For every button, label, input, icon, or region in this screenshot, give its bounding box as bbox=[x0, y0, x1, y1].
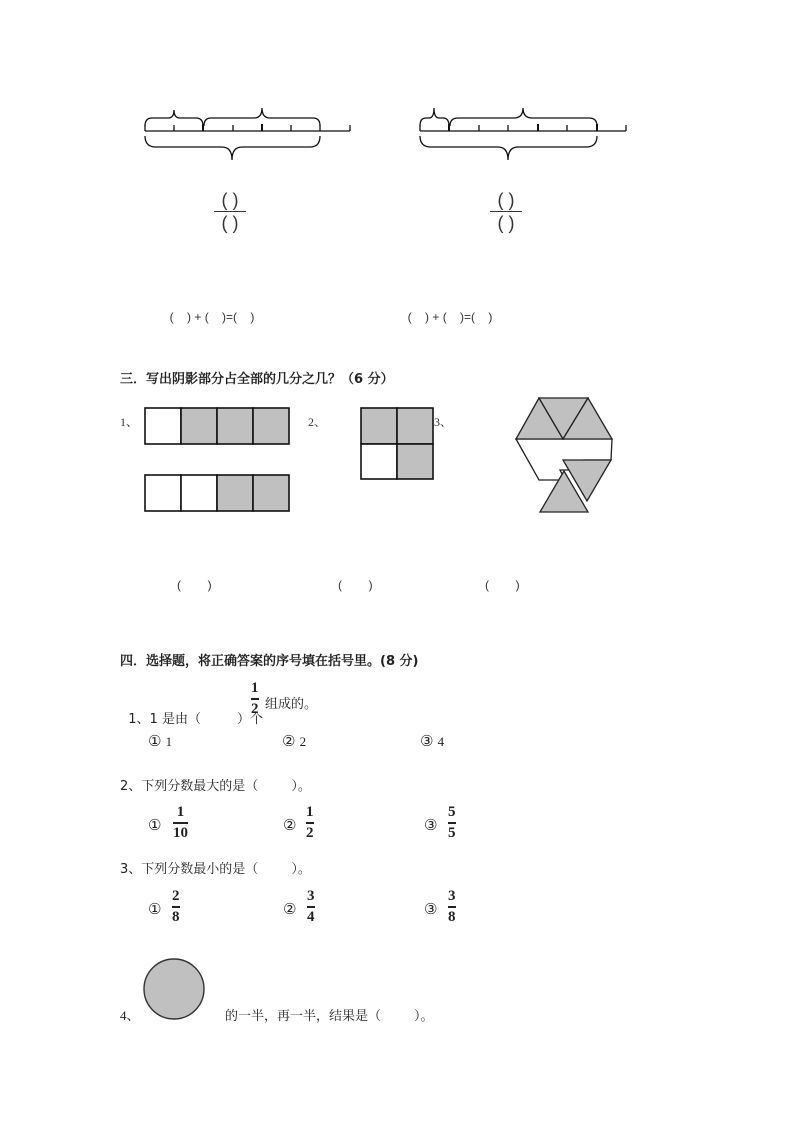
option-marker: ③ bbox=[420, 732, 434, 750]
denominator: 10 bbox=[173, 824, 188, 841]
fraction-bar bbox=[173, 822, 188, 824]
denominator: 5 bbox=[448, 824, 456, 841]
fraction-bar bbox=[251, 698, 259, 700]
answer-blank-1[interactable]: ( ) bbox=[177, 578, 212, 592]
strip-3-of-4 bbox=[145, 408, 289, 444]
q1-suffix: 组成的。 bbox=[265, 697, 318, 712]
addend-b-blank[interactable]: ( ) bbox=[442, 310, 465, 324]
denominator: 2 bbox=[251, 700, 259, 717]
q2-option-1-fraction[interactable] bbox=[173, 804, 188, 842]
addend-a-blank[interactable]: ( ) bbox=[407, 310, 429, 324]
fraction-bar bbox=[306, 822, 314, 824]
fraction-bar bbox=[172, 906, 180, 908]
item-label-3: 3、 bbox=[434, 415, 453, 429]
q3-option-2-marker[interactable]: ② bbox=[283, 900, 297, 918]
sum-blank[interactable]: ( ) bbox=[471, 310, 493, 324]
numerator: 2 bbox=[172, 888, 180, 904]
plus-sign: + bbox=[194, 310, 202, 324]
q3-option-1-marker[interactable]: ① bbox=[148, 900, 162, 918]
q1-text-2: ）个 bbox=[236, 712, 263, 727]
numerator: 1 bbox=[176, 804, 185, 820]
numerator: 3 bbox=[448, 888, 456, 904]
addend-a-blank[interactable]: ( ) bbox=[169, 310, 191, 324]
question-1 bbox=[120, 693, 263, 727]
answer-blank-2[interactable]: ( ) bbox=[338, 578, 373, 592]
denominator: 4 bbox=[307, 908, 315, 925]
option-value: 1 bbox=[165, 734, 173, 749]
equals-sign: = bbox=[464, 310, 472, 324]
shaded-figures bbox=[0, 0, 793, 540]
q2-option-2-fraction[interactable] bbox=[306, 804, 314, 842]
numerator: 5 bbox=[448, 804, 456, 820]
q3-option-1-fraction[interactable] bbox=[172, 888, 180, 926]
denominator-blank[interactable]: ( ) bbox=[221, 213, 239, 233]
numerator-blank[interactable]: ( ) bbox=[497, 190, 515, 210]
q2-option-2-marker[interactable]: ② bbox=[283, 816, 297, 834]
grid-2x2 bbox=[361, 408, 433, 479]
q1-option-3[interactable] bbox=[420, 732, 444, 750]
option-value: 2 bbox=[299, 734, 307, 749]
numerator-blank[interactable]: ( ) bbox=[221, 190, 239, 210]
option-marker: ② bbox=[282, 732, 296, 750]
denominator: 8 bbox=[172, 908, 180, 925]
q1-text: 1、1 是由（ bbox=[128, 712, 201, 727]
strip-2-of-4 bbox=[145, 475, 289, 511]
fraction-bar bbox=[448, 822, 456, 824]
q3-option-2-fraction[interactable] bbox=[307, 888, 315, 926]
plus-sign: + bbox=[432, 310, 440, 324]
question-2: 2、下列分数最大的是（ ）。 bbox=[120, 779, 311, 794]
section-4-title: 四．选择题，将正确答案的序号填在括号里。(8 分) bbox=[120, 654, 419, 669]
item-label-1: 1、 bbox=[120, 415, 139, 429]
equals-sign: = bbox=[226, 310, 234, 324]
q1-option-1[interactable] bbox=[148, 732, 172, 750]
question-4: 的一半，再一半，结果是（ ）。 bbox=[225, 1009, 434, 1024]
section-3-title: 三．写出阴影部分占全部的几分之几？（6 分） bbox=[120, 372, 394, 387]
hexagon-figure bbox=[516, 398, 612, 512]
denominator: 8 bbox=[448, 908, 456, 925]
answer-blank-3[interactable]: ( ) bbox=[485, 578, 520, 592]
item-label-2: 2、 bbox=[308, 415, 327, 429]
q1-fraction bbox=[251, 680, 259, 718]
fraction-bar bbox=[448, 906, 456, 908]
q2-option-1-marker[interactable]: ① bbox=[148, 816, 162, 834]
q2-option-3-fraction[interactable] bbox=[448, 804, 456, 842]
numerator: 1 bbox=[306, 804, 314, 820]
q1-option-2[interactable] bbox=[282, 732, 306, 750]
addend-b-blank[interactable]: ( ) bbox=[204, 310, 227, 324]
numerator: 1 bbox=[251, 680, 259, 696]
sum-blank[interactable]: ( ) bbox=[233, 310, 255, 324]
q3-option-3-marker[interactable]: ③ bbox=[424, 900, 438, 918]
fraction-bar bbox=[307, 906, 315, 908]
option-marker: ① bbox=[148, 732, 162, 750]
q2-option-3-marker[interactable]: ③ bbox=[424, 816, 438, 834]
q3-option-3-fraction[interactable] bbox=[448, 888, 456, 926]
shaded-circle bbox=[144, 959, 204, 1019]
denominator: 2 bbox=[306, 824, 314, 841]
q4-label: 4、 bbox=[120, 1008, 140, 1023]
denominator-blank[interactable]: ( ) bbox=[497, 213, 515, 233]
question-3: 3、下列分数最小的是（ ）。 bbox=[120, 862, 311, 877]
numerator: 3 bbox=[307, 888, 315, 904]
option-value: 4 bbox=[437, 734, 445, 749]
